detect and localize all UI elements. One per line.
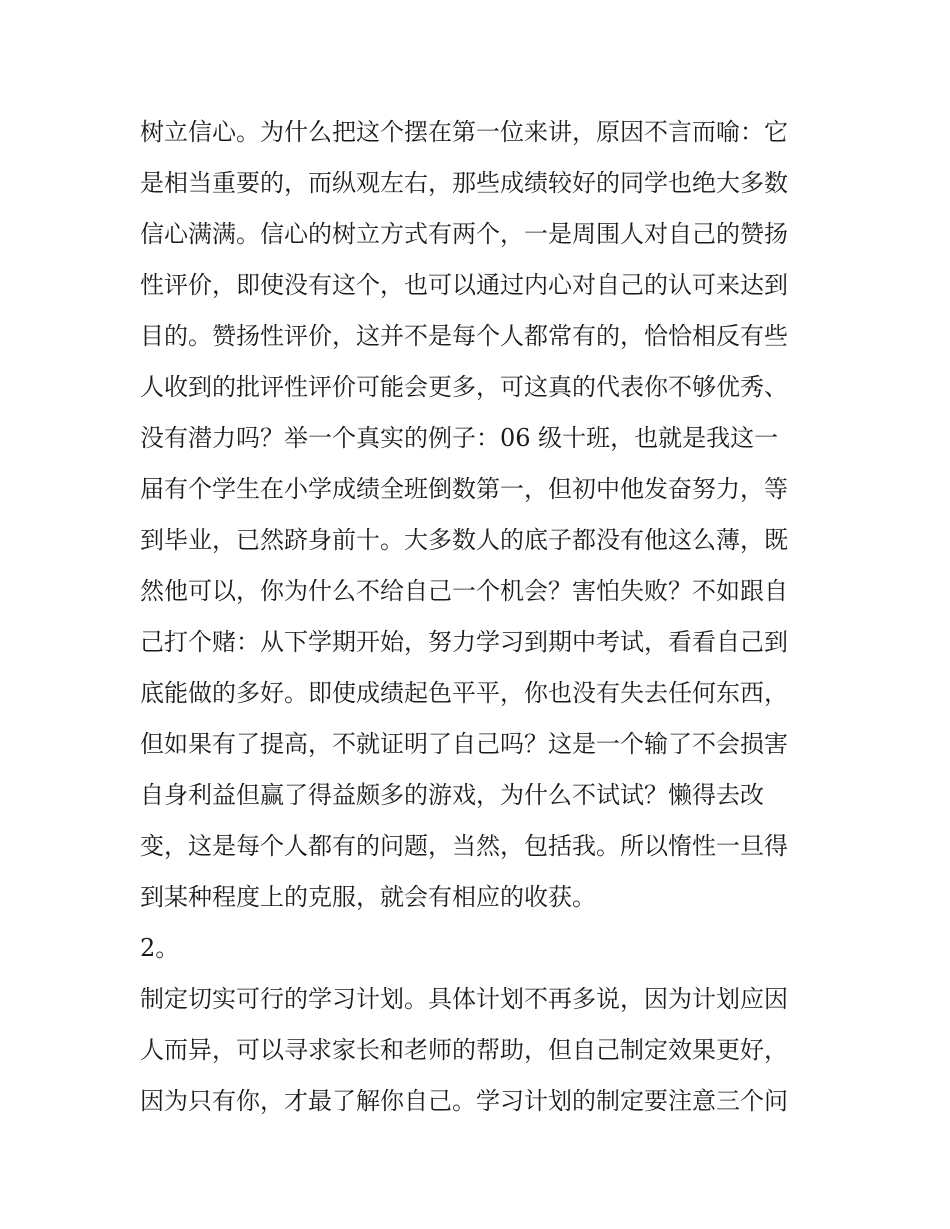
text-line: 底能做的多好。即使成绩起色平平，你也没有失去任何东西， [140,679,788,707]
text-line: 自身利益但赢了得益颇多的游戏，为什么不试试？懒得去改 [140,781,764,809]
text-line: 到毕业，已然跻身前十。大多数人的底子都没有他这么薄，既 [140,526,788,554]
text-line: 届有个学生在小学成绩全班倒数第一，但初中他发奋努力，等 [140,475,788,503]
text-line: 没有潜力吗？举一个真实的例子：06 级十班，也就是我这一 [140,424,779,452]
section-number: 2。 [140,934,180,962]
text-line: 是相当重要的，而纵观左右，那些成绩较好的同学也绝大多数 [140,169,788,197]
text-line: 树立信心。为什么把这个摆在第一位来讲，原因不言而喻：它 [140,118,788,146]
text-line: 己打个赌：从下学期开始，努力学习到期中考试，看看自己到 [140,628,788,656]
text-line: 但如果有了提高，不就证明了自己吗？这是一个输了不会损害 [140,730,788,758]
text-line: 信心满满。信心的树立方式有两个，一是周围人对自己的赞扬 [140,220,788,248]
text-line: 人而异，可以寻求家长和老师的帮助，但自己制定效果更好， [140,1036,788,1064]
text-line: 性评价，即使没有这个，也可以通过内心对自己的认可来达到 [140,271,788,299]
text-line: 制定切实可行的学习计划。具体计划不再多说，因为计划应因 [140,985,788,1013]
text-line: 人收到的批评性评价可能会更多，可这真的代表你不够优秀、 [140,373,788,401]
body-text [140,107,820,1127]
text-line: 目的。赞扬性评价，这并不是每个人都常有的，恰恰相反有些 [140,322,788,350]
text-line: 到某种程度上的克服，就会有相应的收获。 [140,883,596,911]
text-line: 变，这是每个人都有的问题，当然，包括我。所以惰性一旦得 [140,832,788,860]
text-line: 因为只有你，才最了解你自己。学习计划的制定要注意三个问 [140,1087,788,1115]
text-line: 然他可以，你为什么不给自己一个机会？害怕失败？不如跟自 [140,577,788,605]
